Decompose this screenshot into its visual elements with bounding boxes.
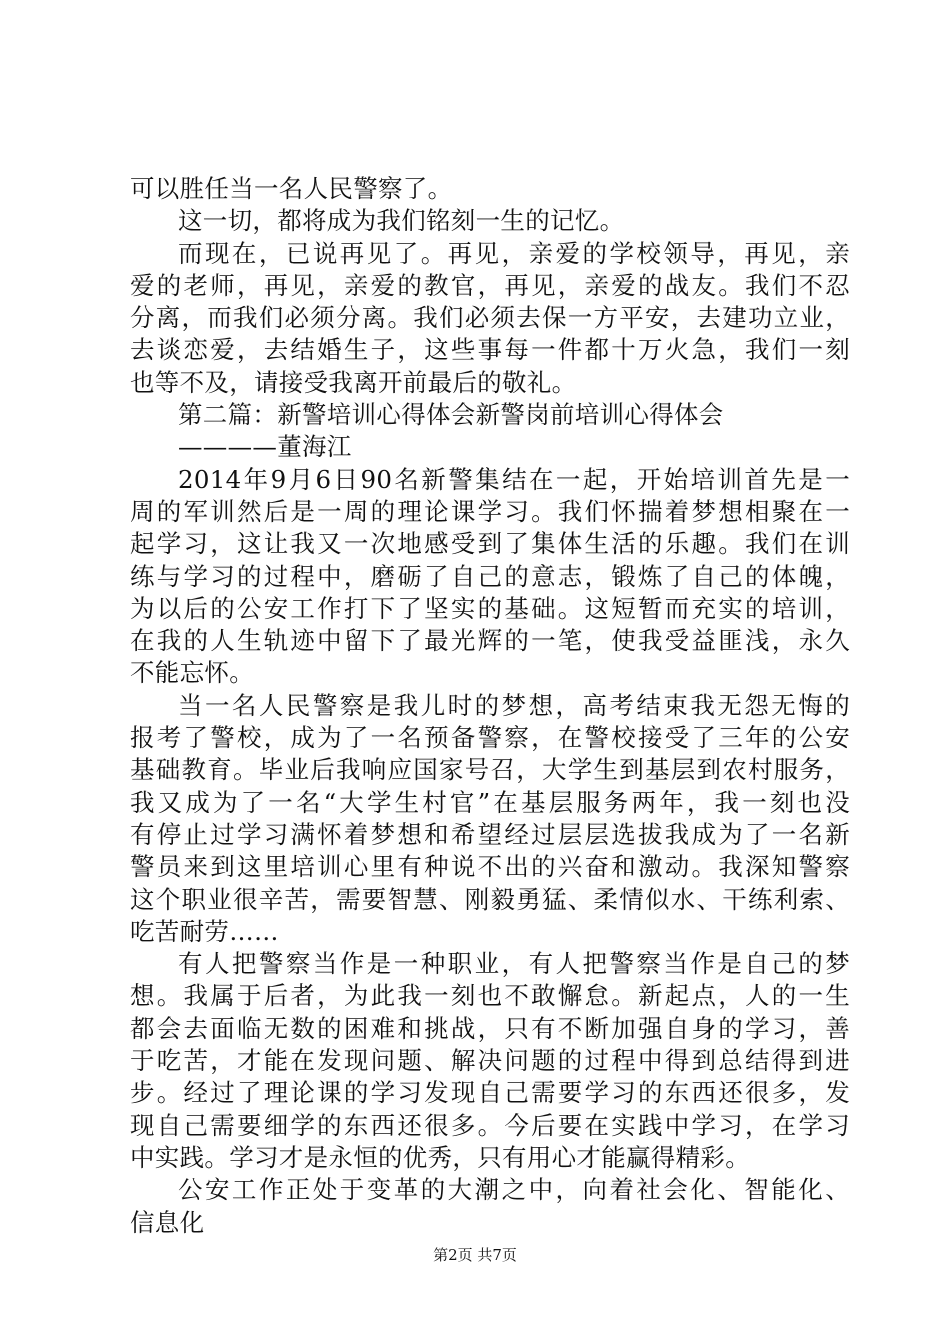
page-footer: 第2页 共7页 [433, 1246, 517, 1264]
text-line: 爱的老师，再见，亲爱的教官，再见，亲爱的战友。我们不忍 [130, 270, 850, 300]
text-line: 而现在，已说再见了。再见，亲爱的学校领导，再见，亲 [178, 238, 850, 268]
text-line: 2014年9月6日90名新警集结在一起，开始培训首先是一 [178, 464, 850, 494]
text-line: 都会去面临无数的困难和挑战，只有不断加强自身的学习，善 [130, 1013, 850, 1043]
text-line: 去谈恋爱，去结婚生子，这些事每一件都十万火急，我们一刻 [130, 335, 850, 365]
text-line: 信息化 [130, 1207, 205, 1237]
text-line: 在我的人生轨迹中留下了最光辉的一笔，使我受益匪浅，永久 [130, 626, 850, 656]
text-line: 第二篇：新警培训心得体会新警岗前培训心得体会 [178, 400, 724, 430]
text-line: 周的军训然后是一周的理论课学习。我们怀揣着梦想相聚在一 [130, 496, 850, 526]
text-line: 这一切，都将成为我们铭刻一生的记忆。 [178, 206, 625, 236]
text-line: 为以后的公安工作打下了坚实的基础。这短暂而充实的培训， [130, 593, 850, 623]
text-line: 这个职业很辛苦，需要智慧、刚毅勇猛、柔情似水、干练利索、 [130, 884, 850, 914]
text-line: 可以胜任当一名人民警察了。 [130, 174, 453, 203]
text-line: 报考了警校，成为了一名预备警察，在警校接受了三年的公安 [130, 723, 850, 753]
text-line: 中实践。学习才是永恒的优秀，只有用心才能赢得精彩。 [130, 1142, 750, 1172]
text-line: 不能忘怀。 [130, 658, 254, 688]
text-line: 分离，而我们必须分离。我们必须去保一方平安，去建功立业， [130, 303, 850, 333]
text-line: 现自己需要细学的东西还很多。今后要在实践中学习，在学习 [130, 1110, 850, 1140]
text-line: 我又成为了一名“大学生村官”在基层服务两年，我一刻也没 [130, 787, 850, 817]
text-line: 练与学习的过程中，磨砺了自己的意志，锻炼了自己的体魄， [130, 561, 850, 591]
text-line: 警员来到这里培训心里有种说不出的兴奋和激动。我深知警察 [130, 852, 850, 882]
text-line: 公安工作正处于变革的大潮之中，向着社会化、智能化、 [178, 1175, 850, 1205]
text-line: 基础教育。毕业后我响应国家号召，大学生到基层到农村服务， [130, 755, 850, 785]
text-line: 也等不及，请接受我离开前最后的敬礼。 [130, 367, 577, 397]
document-body [130, 173, 850, 1239]
text-line: 有停止过学习满怀着梦想和希望经过层层选拔我成为了一名新 [130, 819, 850, 849]
text-line: 想。我属于后者，为此我一刻也不敢懈怠。新起点，人的一生 [130, 981, 850, 1011]
text-line: 有人把警察当作是一种职业，有人把警察当作是自己的梦 [178, 949, 850, 979]
text-line: 当一名人民警察是我儿时的梦想，高考结束我无怨无悔的 [178, 690, 850, 720]
text-line: 步。经过了理论课的学习发现自己需要学习的东西还很多，发 [130, 1078, 850, 1108]
text-line: ————董海江 [178, 432, 352, 462]
text-line: 吃苦耐劳…… [130, 916, 279, 946]
text-line: 起学习，这让我又一次地感受到了集体生活的乐趣。我们在训 [130, 529, 850, 559]
text-line: 于吃苦，才能在发现问题、解决问题的过程中得到总结得到进 [130, 1046, 850, 1076]
